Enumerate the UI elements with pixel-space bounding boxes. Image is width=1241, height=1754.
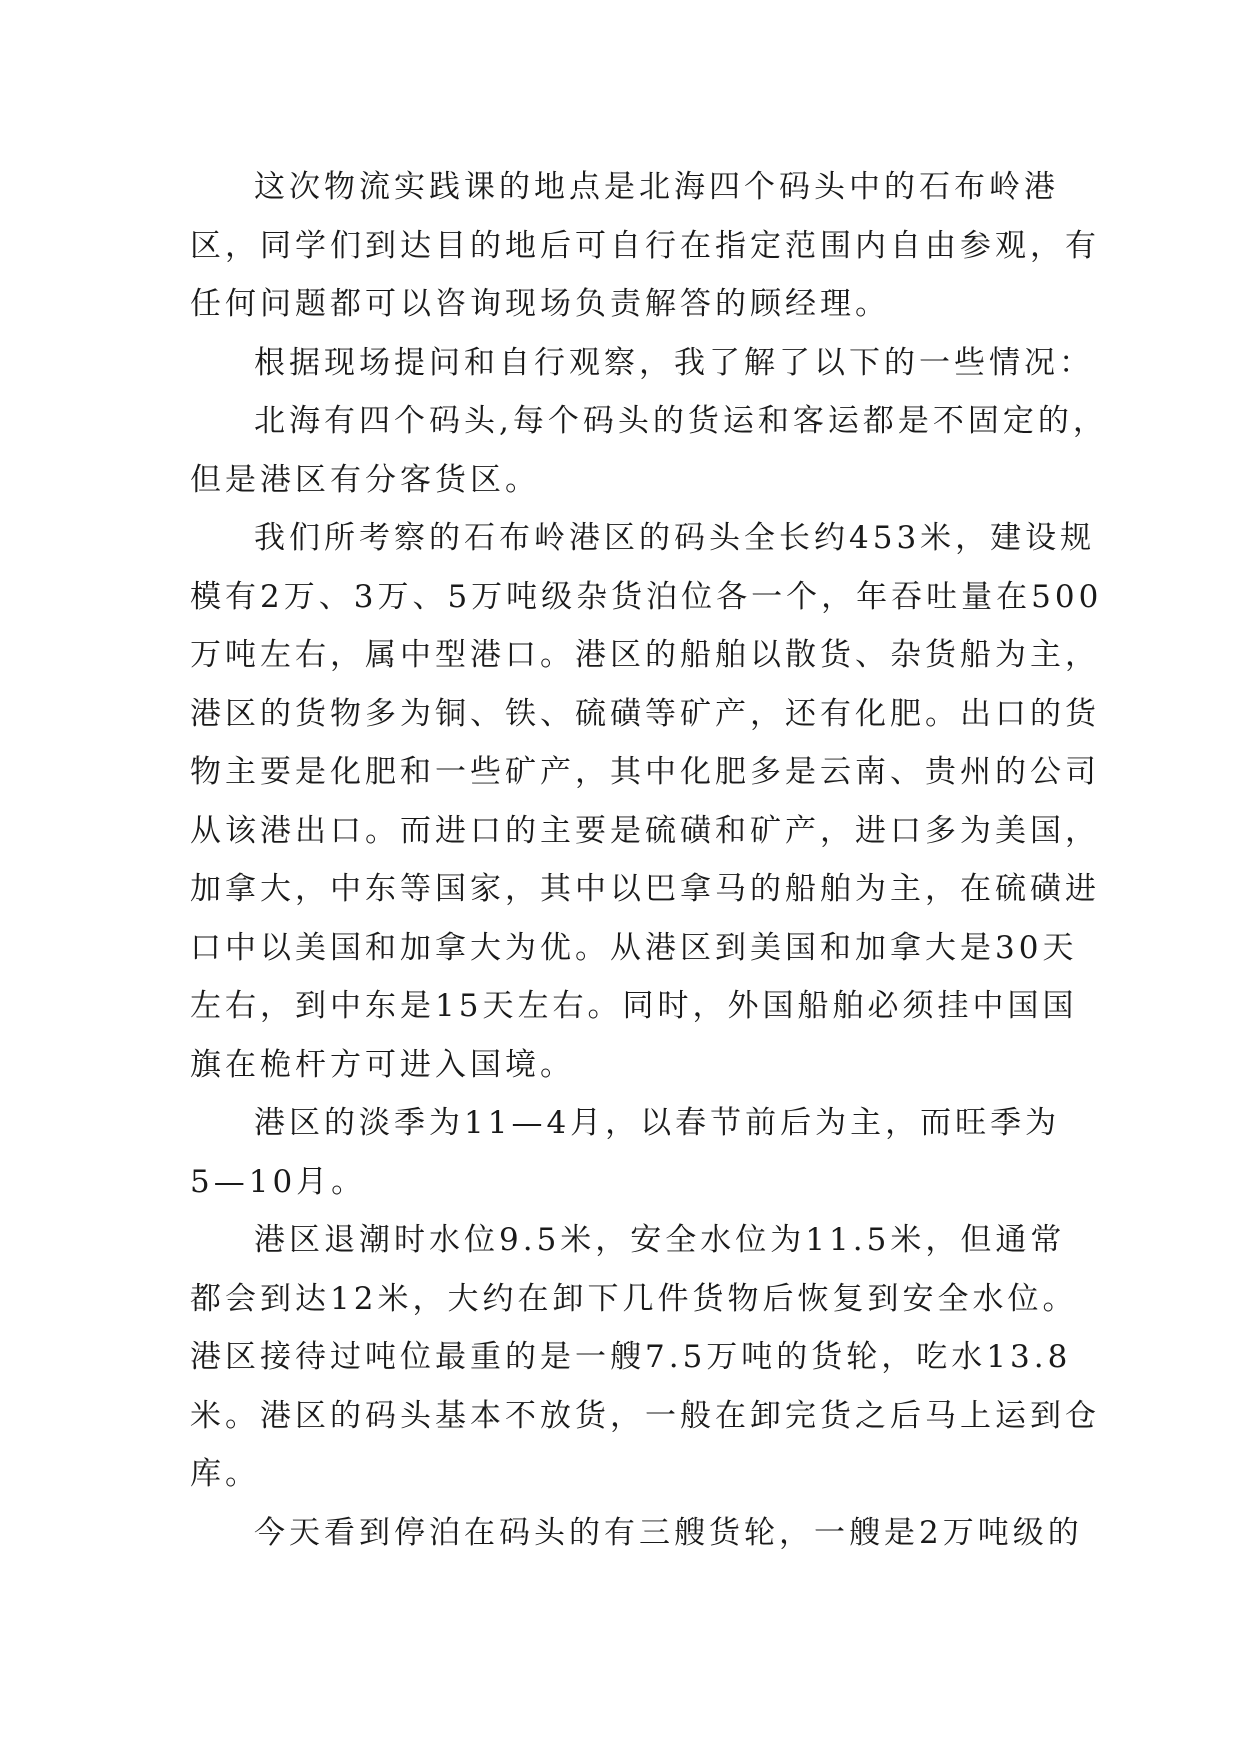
paragraph-5 [190, 1094, 1061, 1211]
paragraph-4 [190, 509, 1103, 1094]
paragraph-6 [190, 1211, 1100, 1504]
text-line: 根据现场提问和自行观察，我了解了以下的一些情况： [254, 344, 1094, 381]
text-line: 港区的货物多为铜、铁、硫磺等矿产，还有化肥。出口的货 [190, 695, 1100, 732]
text-line: 港区退潮时水位9.5米，安全水位为11.5米，但通常 [254, 1222, 1066, 1258]
text-line: 左右，到中东是15天左右。同时，外国船舶必须挂中国国 [190, 988, 1078, 1024]
text-line: 都会到达12米，大约在卸下几件货物后恢复到安全水位。 [190, 1280, 1078, 1317]
text-line: 今天看到停泊在码头的有三艘货轮，一艘是2万吨级的 [254, 1514, 1083, 1551]
text-line: 米。港区的码头基本不放货，一般在卸完货之后马上运到仓 [190, 1397, 1100, 1434]
text-line: 我们所考察的石布岭港区的码头全长约453米，建设规 [254, 520, 1096, 556]
text-line: 5—10月。 [190, 1163, 367, 1200]
text-line: 加拿大，中东等国家，其中以巴拿马的船舶为主，在硫磺进 [190, 871, 1100, 907]
text-line: 区，同学们到达目的地后可自行在指定范围内自由参观，有 [190, 227, 1100, 264]
text-line: 旗在桅杆方可进入国境。 [190, 1046, 575, 1083]
text-line: 任何问题都可以咨询现场负责解答的顾经理。 [190, 286, 890, 322]
text-line: 口中以美国和加拿大为优。从港区到美国和加拿大是30天 [190, 929, 1078, 966]
text-line: 物主要是化肥和一些矿产，其中化肥多是云南、贵州的公司 [190, 754, 1100, 790]
text-line: 库。 [190, 1456, 260, 1492]
paragraph-3 [190, 392, 1108, 509]
text-line: 港区接待过吨位最重的是一艘7.5万吨的货轮，吃水13.8 [190, 1339, 1072, 1375]
text-line: 港区的淡季为11—4月，以春节前后为主，而旺季为 [254, 1105, 1061, 1141]
document-body [190, 158, 1108, 1562]
paragraph-7 [190, 1504, 1083, 1563]
text-line: 万吨左右，属中型港口。港区的船舶以散货、杂货船为主， [190, 637, 1100, 673]
paragraph-2 [190, 334, 1094, 393]
paragraph-1 [190, 158, 1100, 334]
text-line: 但是港区有分客货区。 [190, 461, 540, 498]
text-line: 从该港出口。而进口的主要是硫磺和矿产，进口多为美国， [190, 812, 1100, 849]
text-line: 模有2万、3万、5万吨级杂货泊位各一个，年吞吐量在500 [190, 578, 1103, 615]
text-line: 北海有四个码头,每个码头的货运和客运都是不固定的， [254, 403, 1108, 439]
text-line: 这次物流实践课的地点是北海四个码头中的石布岭港 [254, 169, 1059, 205]
